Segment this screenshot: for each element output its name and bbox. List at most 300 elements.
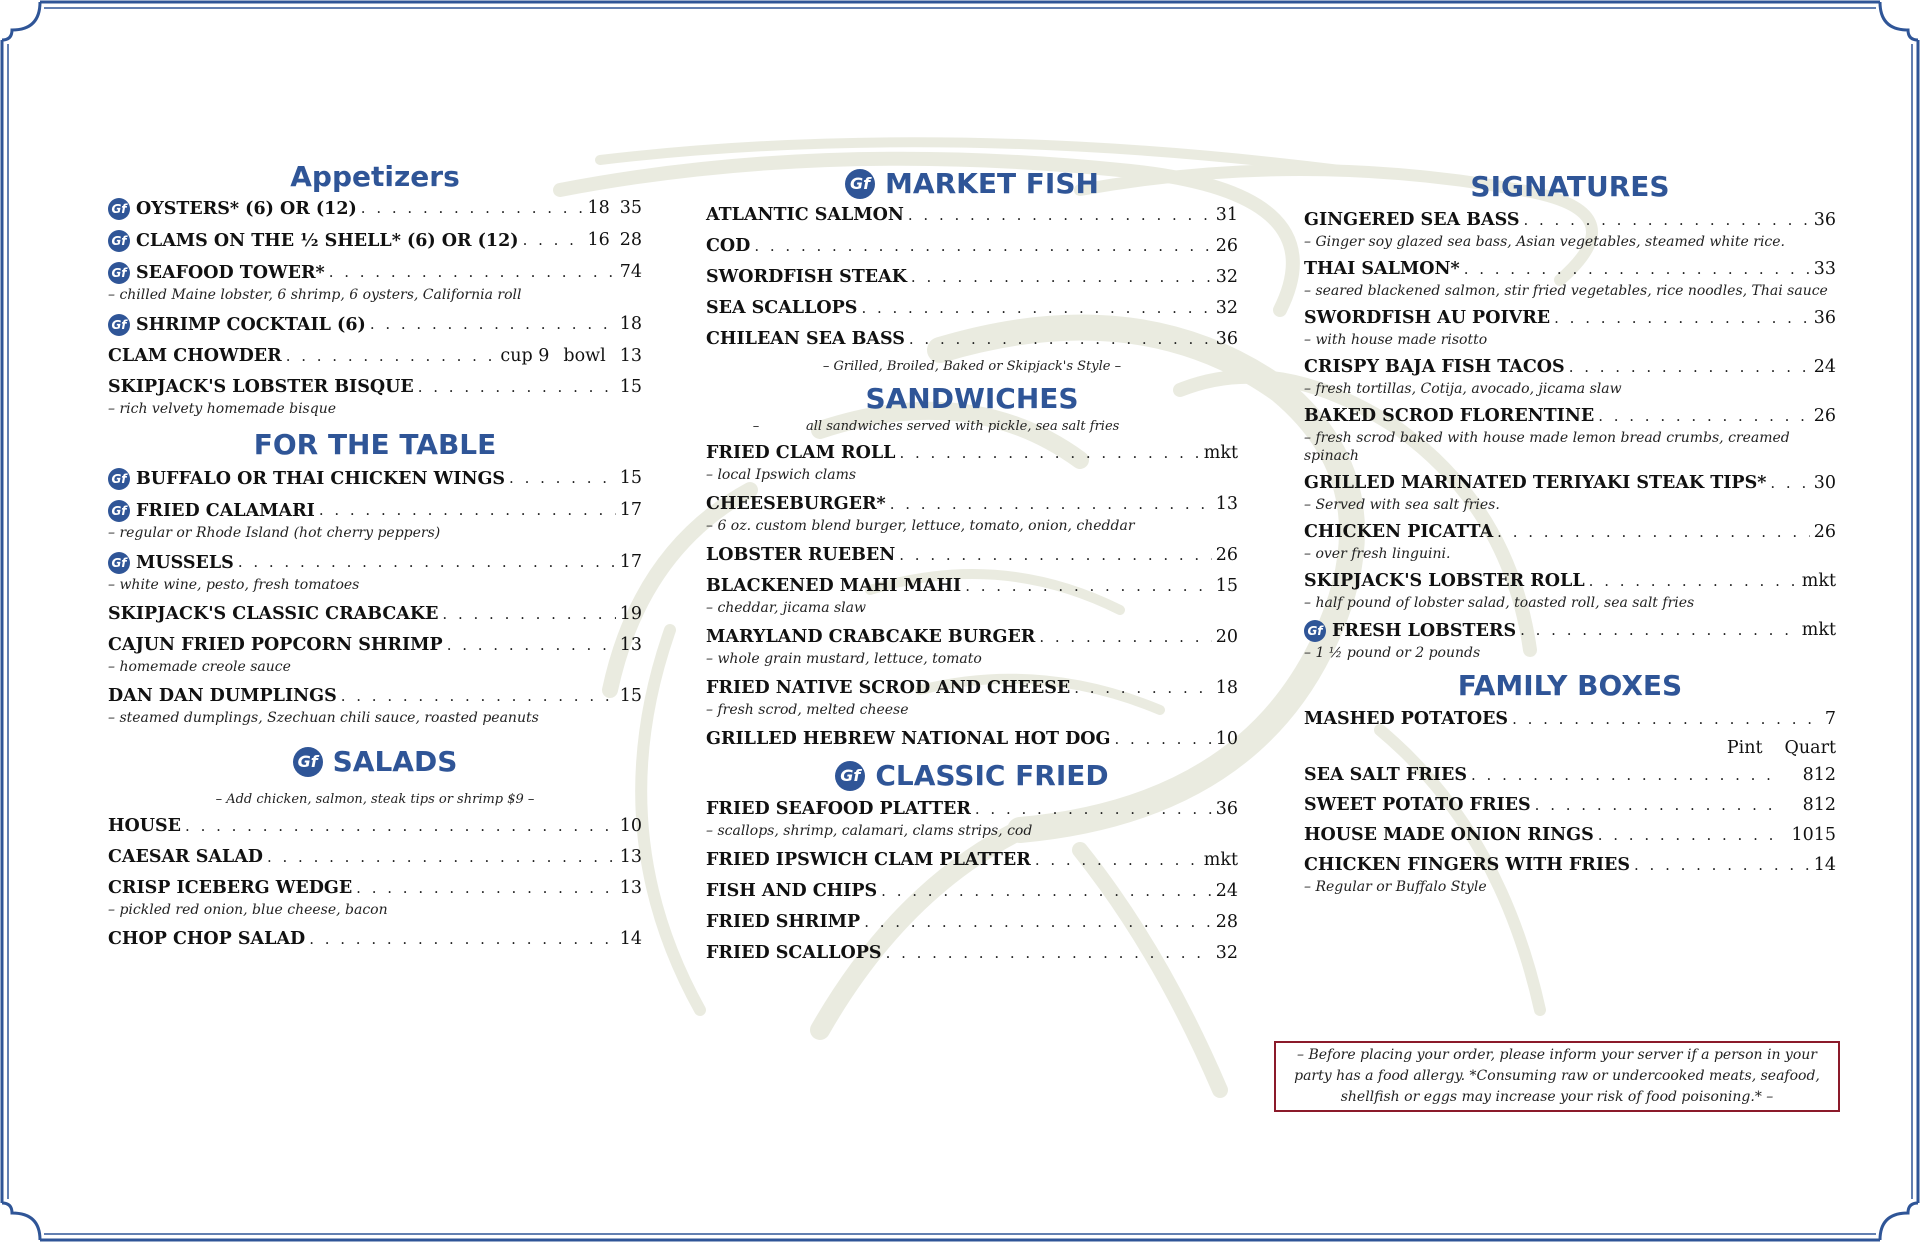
menu-item-title: FRIED CLAM ROLL bbox=[706, 443, 896, 463]
menu-item-row bbox=[108, 634, 642, 656]
menu-item-maryland-crabcake-burger bbox=[706, 626, 1238, 668]
menu-item-name bbox=[706, 626, 1035, 648]
menu-item-description: – seared blackened salmon, stir fried vegetables, rice noodles, Thai sauce bbox=[1304, 283, 1828, 299]
classic-fried-list bbox=[706, 798, 1238, 964]
dot-leader bbox=[319, 499, 616, 521]
menu-item-price: 30 bbox=[1813, 473, 1836, 493]
menu-item-name bbox=[706, 677, 1070, 699]
menu-item-name bbox=[706, 442, 895, 464]
menu-item-row bbox=[706, 942, 1238, 964]
menu-item-sea-scallops bbox=[706, 297, 1238, 319]
menu-item-title: DAN DAN DUMPLINGS bbox=[108, 686, 337, 706]
dot-leader bbox=[1770, 472, 1809, 494]
menu-item-name bbox=[1304, 405, 1594, 427]
menu-item-name bbox=[108, 198, 357, 220]
menu-item-baked-scrod-florentine bbox=[1304, 405, 1836, 465]
cup-price: cup 9 bbox=[500, 346, 550, 366]
menu-item-price: mkt bbox=[1801, 571, 1836, 591]
menu-item-name bbox=[706, 297, 857, 319]
menu-item-row bbox=[706, 677, 1238, 699]
menu-item-title: CHICKEN FINGERS WITH FRIES bbox=[1304, 855, 1630, 875]
menu-item-name bbox=[108, 877, 352, 899]
menu-item-price: 7 bbox=[1824, 709, 1836, 729]
menu-item-row bbox=[108, 877, 642, 899]
gluten-free-icon: Gf bbox=[835, 761, 865, 791]
dot-leader bbox=[1554, 307, 1810, 329]
menu-item-title: CHILEAN SEA BASS bbox=[706, 329, 905, 349]
menu-item-description: – local Ipswich clams bbox=[706, 467, 857, 483]
menu-item-name bbox=[1304, 472, 1766, 494]
menu-item-fried-ipswich-clam-platter bbox=[706, 849, 1238, 871]
menu-item-description: – 1 ½ pound or 2 pounds bbox=[1304, 645, 1481, 661]
market-fish-list bbox=[706, 204, 1238, 350]
menu-item-crispy-baja-fish-tacos bbox=[1304, 356, 1836, 398]
menu-item-title: FISH AND CHIPS bbox=[706, 881, 878, 901]
menu-item-title: CLAMS ON THE ½ SHELL* (6) OR (12) bbox=[136, 231, 519, 251]
menu-item-description: – over fresh linguini. bbox=[1304, 546, 1451, 562]
menu-item-description: – fresh scrod, melted cheese bbox=[706, 702, 909, 718]
menu-item-atlantic-salmon bbox=[706, 204, 1238, 226]
menu-item-description: – homemade creole sauce bbox=[108, 659, 291, 675]
menu-item-fish-and-chips bbox=[706, 880, 1238, 902]
menu-item-title: FRIED CALAMARI bbox=[136, 501, 315, 521]
menu-item-row bbox=[108, 313, 642, 336]
pint-price: 10 bbox=[1791, 825, 1814, 845]
menu-item-name bbox=[108, 376, 414, 398]
menu-item-name bbox=[108, 634, 443, 656]
dot-leader bbox=[1035, 849, 1200, 871]
menu-item-row bbox=[1304, 258, 1836, 280]
dot-leader bbox=[899, 442, 1199, 464]
menu-item-description: – Ginger soy glazed sea bass, Asian vegetables, steamed white rice. bbox=[1304, 234, 1786, 250]
dot-leader bbox=[911, 266, 1212, 288]
menu-item-title: MASHED POTATOES bbox=[1304, 709, 1509, 729]
menu-item-crisp-iceberg-wedge bbox=[108, 877, 642, 919]
menu-item-skipjack-s-lobster-roll bbox=[1304, 570, 1836, 612]
section-title-family-boxes: FAMILY BOXES bbox=[1457, 669, 1683, 702]
dot-leader bbox=[864, 911, 1212, 933]
gluten-free-icon: Gf bbox=[1304, 620, 1326, 642]
menu-item-skipjack-s-classic-crabcake bbox=[108, 603, 642, 625]
menu-item-row bbox=[706, 328, 1238, 350]
menu-item-description: – fresh tortillas, Cotija, avocado, jicama slaw bbox=[1304, 381, 1622, 397]
quart-price: 12 bbox=[1813, 795, 1836, 815]
menu-item-price: 33 bbox=[1813, 259, 1836, 279]
menu-item-title: FRIED NATIVE SCROD AND CHEESE bbox=[706, 678, 1071, 698]
menu-item-row bbox=[1304, 764, 1836, 786]
menu-item-cajun-fried-popcorn-shrimp bbox=[108, 634, 642, 676]
menu-item-description: – whole grain mustard, lettuce, tomato bbox=[706, 651, 982, 667]
menu-item-price: 13 bbox=[619, 635, 642, 655]
menu-item-name bbox=[706, 328, 905, 350]
menu-item-row bbox=[1304, 405, 1836, 427]
menu-item-title: BLACKENED MAHI MAHI bbox=[706, 576, 962, 596]
section-title-sandwiches: SANDWICHES bbox=[865, 382, 1079, 415]
menu-item-name bbox=[706, 204, 904, 226]
menu-item-row bbox=[1304, 356, 1836, 378]
menu-item-description: – rich velvety homemade bisque bbox=[108, 401, 336, 417]
pint-price: 8 bbox=[1802, 765, 1814, 785]
menu-item-row bbox=[706, 493, 1238, 515]
dot-leader bbox=[370, 313, 616, 335]
dot-leader bbox=[329, 261, 616, 283]
menu-item-description: – steamed dumplings, Szechuan chili sauce, roasted peanuts bbox=[108, 710, 539, 726]
menu-item-row bbox=[706, 266, 1238, 288]
menu-item-price: mkt bbox=[1203, 850, 1238, 870]
section-title-market-fish: Gf MARKET FISH bbox=[706, 167, 1238, 200]
menu-item-description: – Served with sea salt fries. bbox=[1304, 497, 1500, 513]
menu-item-fried-native-scrod-and-cheese bbox=[706, 677, 1238, 719]
menu-item-name bbox=[108, 262, 325, 284]
menu-item-row bbox=[108, 345, 642, 367]
menu-item-name bbox=[706, 235, 750, 257]
menu-item-price: 36 bbox=[1813, 308, 1836, 328]
dot-leader bbox=[965, 575, 1212, 597]
menu-item-price: 13 bbox=[1215, 494, 1238, 514]
menu-item-description: – white wine, pesto, fresh tomatoes bbox=[108, 577, 360, 593]
menu-item-chicken-picatta bbox=[1304, 521, 1836, 563]
menu-item-name bbox=[1304, 854, 1630, 876]
quart-price: 12 bbox=[1813, 765, 1836, 785]
menu-item-name bbox=[1304, 209, 1519, 231]
section-title-classic-fried: Gf CLASSIC FRIED bbox=[706, 759, 1238, 792]
menu-item-description: – half pound of lobster salad, toasted roll, sea salt fries bbox=[1304, 595, 1695, 611]
menu-item-oysters-6-or-12 bbox=[108, 197, 642, 220]
menu-item-title: HOUSE MADE ONION RINGS bbox=[1304, 825, 1594, 845]
menu-item-name bbox=[1304, 764, 1467, 786]
menu-item-row bbox=[1304, 570, 1836, 592]
dot-leader bbox=[341, 685, 616, 707]
appetizers-list bbox=[108, 197, 642, 418]
dot-leader bbox=[1512, 708, 1821, 730]
menu-item-price: 26 bbox=[1813, 406, 1836, 426]
menu-item-price: 32 bbox=[1215, 267, 1238, 287]
menu-item-row bbox=[1304, 708, 1836, 730]
dot-leader bbox=[1497, 521, 1810, 543]
menu-item-description: – with house made risotto bbox=[1304, 332, 1488, 348]
menu-item-name bbox=[1304, 521, 1493, 543]
menu-item-price: 36 bbox=[1813, 210, 1836, 230]
salads-list bbox=[108, 815, 642, 950]
dot-leader bbox=[418, 376, 616, 398]
dot-leader bbox=[238, 551, 616, 573]
menu-item-name bbox=[1304, 356, 1565, 378]
menu-item-name bbox=[108, 552, 234, 574]
menu-item-seafood-tower bbox=[108, 261, 642, 304]
menu-item-title: CAJUN FRIED POPCORN SHRIMP bbox=[108, 635, 443, 655]
sandwiches-note: – all sandwiches served with pickle, sea salt fries bbox=[752, 419, 1120, 434]
menu-item-clams-on-the-shell-6-or-12 bbox=[108, 229, 642, 252]
menu-item-name bbox=[108, 500, 315, 522]
quart-label: Quart bbox=[1784, 738, 1836, 758]
menu-item-title: SEAFOOD TOWER* bbox=[136, 263, 325, 283]
gluten-free-icon: Gf bbox=[108, 468, 130, 490]
menu-item-title: GRILLED HEBREW NATIONAL HOT DOG bbox=[706, 729, 1111, 749]
gluten-free-icon: Gf bbox=[108, 230, 130, 252]
gluten-free-icon: Gf bbox=[108, 500, 130, 522]
menu-item-name bbox=[1304, 570, 1585, 592]
dot-leader bbox=[1523, 209, 1809, 231]
market-fish-note: – Grilled, Broiled, Baked or Skipjack's Style – bbox=[822, 359, 1122, 374]
menu-item-thai-salmon bbox=[1304, 258, 1836, 300]
dot-leader bbox=[1589, 570, 1798, 592]
dot-leader bbox=[1569, 356, 1810, 378]
dot-leader bbox=[1114, 728, 1211, 750]
column-left bbox=[108, 160, 642, 959]
menu-item-price: 14 bbox=[1813, 855, 1836, 875]
menu-item-price: 18 bbox=[1215, 678, 1238, 698]
menu-item-fried-shrimp bbox=[706, 911, 1238, 933]
menu-item-row bbox=[108, 846, 642, 868]
menu-item-title: HOUSE bbox=[108, 816, 182, 836]
menu-item-price: 18 bbox=[619, 314, 642, 334]
dot-leader bbox=[886, 942, 1212, 964]
menu-item-title: SEA SCALLOPS bbox=[706, 298, 858, 318]
menu-item-price: 16 bbox=[587, 230, 610, 250]
menu-item-row bbox=[108, 815, 642, 837]
menu-item-title: SWEET POTATO FRIES bbox=[1304, 795, 1531, 815]
menu-item-cheeseburger bbox=[706, 493, 1238, 535]
column-middle bbox=[706, 160, 1238, 973]
menu-item-price: 19 bbox=[619, 604, 642, 624]
dot-leader bbox=[1520, 619, 1798, 641]
menu-item-price: 32 bbox=[1215, 298, 1238, 318]
dot-leader bbox=[1464, 258, 1810, 280]
menu-item-chicken-fingers-with-fries bbox=[1304, 854, 1836, 896]
menu-item-gingered-sea-bass bbox=[1304, 209, 1836, 251]
menu-item-name bbox=[108, 345, 282, 367]
menu-item-price: mkt bbox=[1801, 620, 1836, 640]
menu-item-skipjack-s-lobster-bisque bbox=[108, 376, 642, 418]
gluten-free-icon: Gf bbox=[845, 169, 875, 199]
menu-item-row bbox=[706, 297, 1238, 319]
menu-item-lobster-rueben bbox=[706, 544, 1238, 566]
quart-price: 15 bbox=[1813, 825, 1836, 845]
dot-leader bbox=[1598, 405, 1810, 427]
menu-item-name bbox=[706, 849, 1031, 871]
menu-item-price: 17 bbox=[619, 552, 642, 572]
menu-item-name bbox=[706, 575, 961, 597]
menu-item-price: 10 bbox=[1215, 729, 1238, 749]
menu-item-title: CHICKEN PICATTA bbox=[1304, 522, 1494, 542]
dot-leader bbox=[509, 467, 616, 489]
signatures-list bbox=[1304, 209, 1836, 662]
menu-item-price: 13 bbox=[619, 878, 642, 898]
menu-item-price: 20 bbox=[1215, 627, 1238, 647]
menu-item-row bbox=[108, 603, 642, 625]
menu-item-name bbox=[108, 314, 366, 336]
dot-leader bbox=[356, 877, 616, 899]
menu-item-mashed-potatoes bbox=[1304, 708, 1836, 730]
menu-item-grilled-marinated-teriyaki-steak-tips bbox=[1304, 472, 1836, 514]
menu-item-blackened-mahi-mahi bbox=[706, 575, 1238, 617]
menu-item-title: LOBSTER RUEBEN bbox=[706, 545, 896, 565]
menu-item-description: – Regular or Buffalo Style bbox=[1304, 879, 1487, 895]
section-title-appetizers: Appetizers bbox=[290, 160, 460, 193]
dot-leader bbox=[1471, 764, 1780, 786]
family-boxes-list bbox=[1304, 708, 1836, 896]
menu-item-title: OYSTERS* (6) OR (12) bbox=[136, 199, 357, 219]
menu-item-title: FRESH LOBSTERS bbox=[1332, 621, 1517, 641]
menu-item-row bbox=[706, 849, 1238, 871]
menu-item-row bbox=[706, 798, 1238, 820]
dot-leader bbox=[909, 328, 1212, 350]
menu-item-row bbox=[108, 197, 642, 220]
dot-leader bbox=[975, 798, 1212, 820]
menu-item-row bbox=[1304, 824, 1836, 846]
pint-quart-header bbox=[1304, 738, 1836, 758]
menu-item-title: CRISP ICEBERG WEDGE bbox=[108, 878, 353, 898]
menu-item-title: BUFFALO OR THAI CHICKEN WINGS bbox=[136, 469, 506, 489]
menu-item-house bbox=[108, 815, 642, 837]
gluten-free-icon: Gf bbox=[108, 552, 130, 574]
menu-item-title: THAI SALMON* bbox=[1304, 259, 1460, 279]
menu-item-row bbox=[706, 880, 1238, 902]
section-title-salads: Gf SALADS bbox=[108, 745, 642, 778]
menu-item-title: FRIED SEAFOOD PLATTER bbox=[706, 799, 971, 819]
menu-item-title: SKIPJACK'S CLASSIC CRABCAKE bbox=[108, 604, 439, 624]
menu-item-description: – scallops, shrimp, calamari, clams strips, cod bbox=[706, 823, 1033, 839]
menu-item-name bbox=[1304, 307, 1550, 329]
menu-item-title: MARYLAND CRABCAKE BURGER bbox=[706, 627, 1036, 647]
menu-item-swordfish-steak bbox=[706, 266, 1238, 288]
bowl-price: 13 bbox=[619, 346, 642, 366]
menu-item-price: 26 bbox=[1215, 545, 1238, 565]
menu-item-price: 26 bbox=[1215, 236, 1238, 256]
menu-item-row bbox=[108, 467, 642, 490]
dot-leader bbox=[442, 603, 615, 625]
dot-leader bbox=[267, 846, 616, 868]
menu-item-title: SEA SALT FRIES bbox=[1304, 765, 1467, 785]
menu-item-row bbox=[706, 544, 1238, 566]
menu-item-description: – cheddar, jicama slaw bbox=[706, 600, 866, 616]
menu-item-title: CLAM CHOWDER bbox=[108, 346, 282, 366]
menu-item-swordfish-au-poivre bbox=[1304, 307, 1836, 349]
menu-item-shrimp-cocktail-6 bbox=[108, 313, 642, 336]
menu-item-name bbox=[706, 942, 882, 964]
menu-item-price: 24 bbox=[1215, 881, 1238, 901]
menu-item-fried-calamari bbox=[108, 499, 642, 542]
dot-leader bbox=[185, 815, 616, 837]
menu-item-price: 15 bbox=[1215, 576, 1238, 596]
menu-item-title: FRIED SHRIMP bbox=[706, 912, 861, 932]
section-title-for-the-table: FOR THE TABLE bbox=[253, 428, 497, 461]
menu-item-price: 13 bbox=[619, 847, 642, 867]
menu-item-price: 18 bbox=[587, 198, 610, 218]
pint-price: 8 bbox=[1802, 795, 1814, 815]
menu-item-name bbox=[108, 928, 305, 950]
menu-item-description: – 6 oz. custom blend burger, lettuce, tomato, onion, cheddar bbox=[706, 518, 1135, 534]
dot-leader bbox=[1535, 794, 1780, 816]
dot-leader bbox=[908, 204, 1212, 226]
menu-item-price: 31 bbox=[1215, 205, 1238, 225]
menu-item-price: 17 bbox=[619, 500, 642, 520]
menu-item-row bbox=[706, 235, 1238, 257]
menu-item-row bbox=[108, 229, 642, 252]
menu-item-name bbox=[706, 880, 877, 902]
menu-item-row bbox=[1304, 472, 1836, 494]
gluten-free-icon: Gf bbox=[108, 198, 130, 220]
menu-item-title: SKIPJACK'S LOBSTER BISQUE bbox=[108, 377, 414, 397]
dot-leader bbox=[881, 880, 1212, 902]
menu-item-title: CHOP CHOP SALAD bbox=[108, 929, 306, 949]
menu-item-title: FRIED IPSWICH CLAM PLATTER bbox=[706, 850, 1031, 870]
menu-item-name bbox=[706, 911, 860, 933]
menu-item-row bbox=[108, 261, 642, 284]
menu-item-sea-salt-fries bbox=[1304, 764, 1836, 786]
menu-item-name bbox=[108, 846, 263, 868]
menu-item-name bbox=[706, 544, 895, 566]
menu-item-name bbox=[1304, 708, 1508, 730]
menu-item-price: 74 bbox=[619, 262, 642, 282]
dot-leader bbox=[754, 235, 1211, 257]
menu-item-price: 36 bbox=[1215, 329, 1238, 349]
menu-item-name bbox=[706, 493, 886, 515]
menu-item-price: mkt bbox=[1203, 443, 1238, 463]
menu-item-name bbox=[108, 230, 519, 252]
menu-item-clam-chowder bbox=[108, 345, 642, 367]
dot-leader bbox=[523, 229, 584, 251]
menu-item-price-large: 28 bbox=[619, 230, 642, 250]
menu-item-house-made-onion-rings bbox=[1304, 824, 1836, 846]
menu-item-title: COD bbox=[706, 236, 751, 256]
menu-item-row bbox=[1304, 794, 1836, 816]
menu-item-name bbox=[706, 266, 907, 288]
menu-item-name bbox=[108, 468, 505, 490]
menu-item-price: 15 bbox=[619, 377, 642, 397]
menu-item-sweet-potato-fries bbox=[1304, 794, 1836, 816]
menu-item-price: 32 bbox=[1215, 943, 1238, 963]
menu-item-description: – fresh scrod baked with house made lemon bread crumbs, creamed spinach bbox=[1304, 430, 1790, 464]
menu-item-name bbox=[1304, 620, 1516, 642]
menu-item-cod bbox=[706, 235, 1238, 257]
dot-leader bbox=[286, 345, 497, 367]
dot-leader bbox=[309, 928, 616, 950]
menu-item-price-large: 35 bbox=[619, 198, 642, 218]
menu-item-title: SWORDFISH STEAK bbox=[706, 267, 907, 287]
dot-leader bbox=[1598, 824, 1780, 846]
menu-item-fried-clam-roll bbox=[706, 442, 1238, 484]
menu-item-description: – pickled red onion, blue cheese, bacon bbox=[108, 902, 388, 918]
dot-leader bbox=[361, 197, 584, 219]
menu-item-row bbox=[706, 626, 1238, 648]
menu-item-row bbox=[1304, 854, 1836, 876]
menu-item-caesar-salad bbox=[108, 846, 642, 868]
for-the-table-list bbox=[108, 467, 642, 727]
menu-item-row bbox=[108, 376, 642, 398]
dot-leader bbox=[899, 544, 1211, 566]
menu-item-chilean-sea-bass bbox=[706, 328, 1238, 350]
menu-item-name bbox=[706, 798, 971, 820]
menu-item-title: CHEESEBURGER* bbox=[706, 494, 886, 514]
menu-item-row bbox=[1304, 209, 1836, 231]
pint-label: Pint bbox=[1726, 738, 1763, 758]
menu-item-row bbox=[108, 551, 642, 574]
menu-item-fried-seafood-platter bbox=[706, 798, 1238, 840]
menu-item-title: GRILLED MARINATED TERIYAKI STEAK TIPS* bbox=[1304, 473, 1767, 493]
menu-item-row bbox=[108, 499, 642, 522]
menu-item-price: 14 bbox=[619, 929, 642, 949]
menu-item-title: SHRIMP COCKTAIL (6) bbox=[136, 315, 366, 335]
menu-item-title: FRIED SCALLOPS bbox=[706, 943, 882, 963]
menu-item-row bbox=[706, 575, 1238, 597]
menu-item-row bbox=[706, 728, 1238, 750]
menu-item-dan-dan-dumplings bbox=[108, 685, 642, 727]
menu-item-price: 28 bbox=[1215, 912, 1238, 932]
menu-item-name bbox=[1304, 794, 1531, 816]
sandwiches-list bbox=[706, 442, 1238, 750]
menu-item-price: 15 bbox=[619, 686, 642, 706]
